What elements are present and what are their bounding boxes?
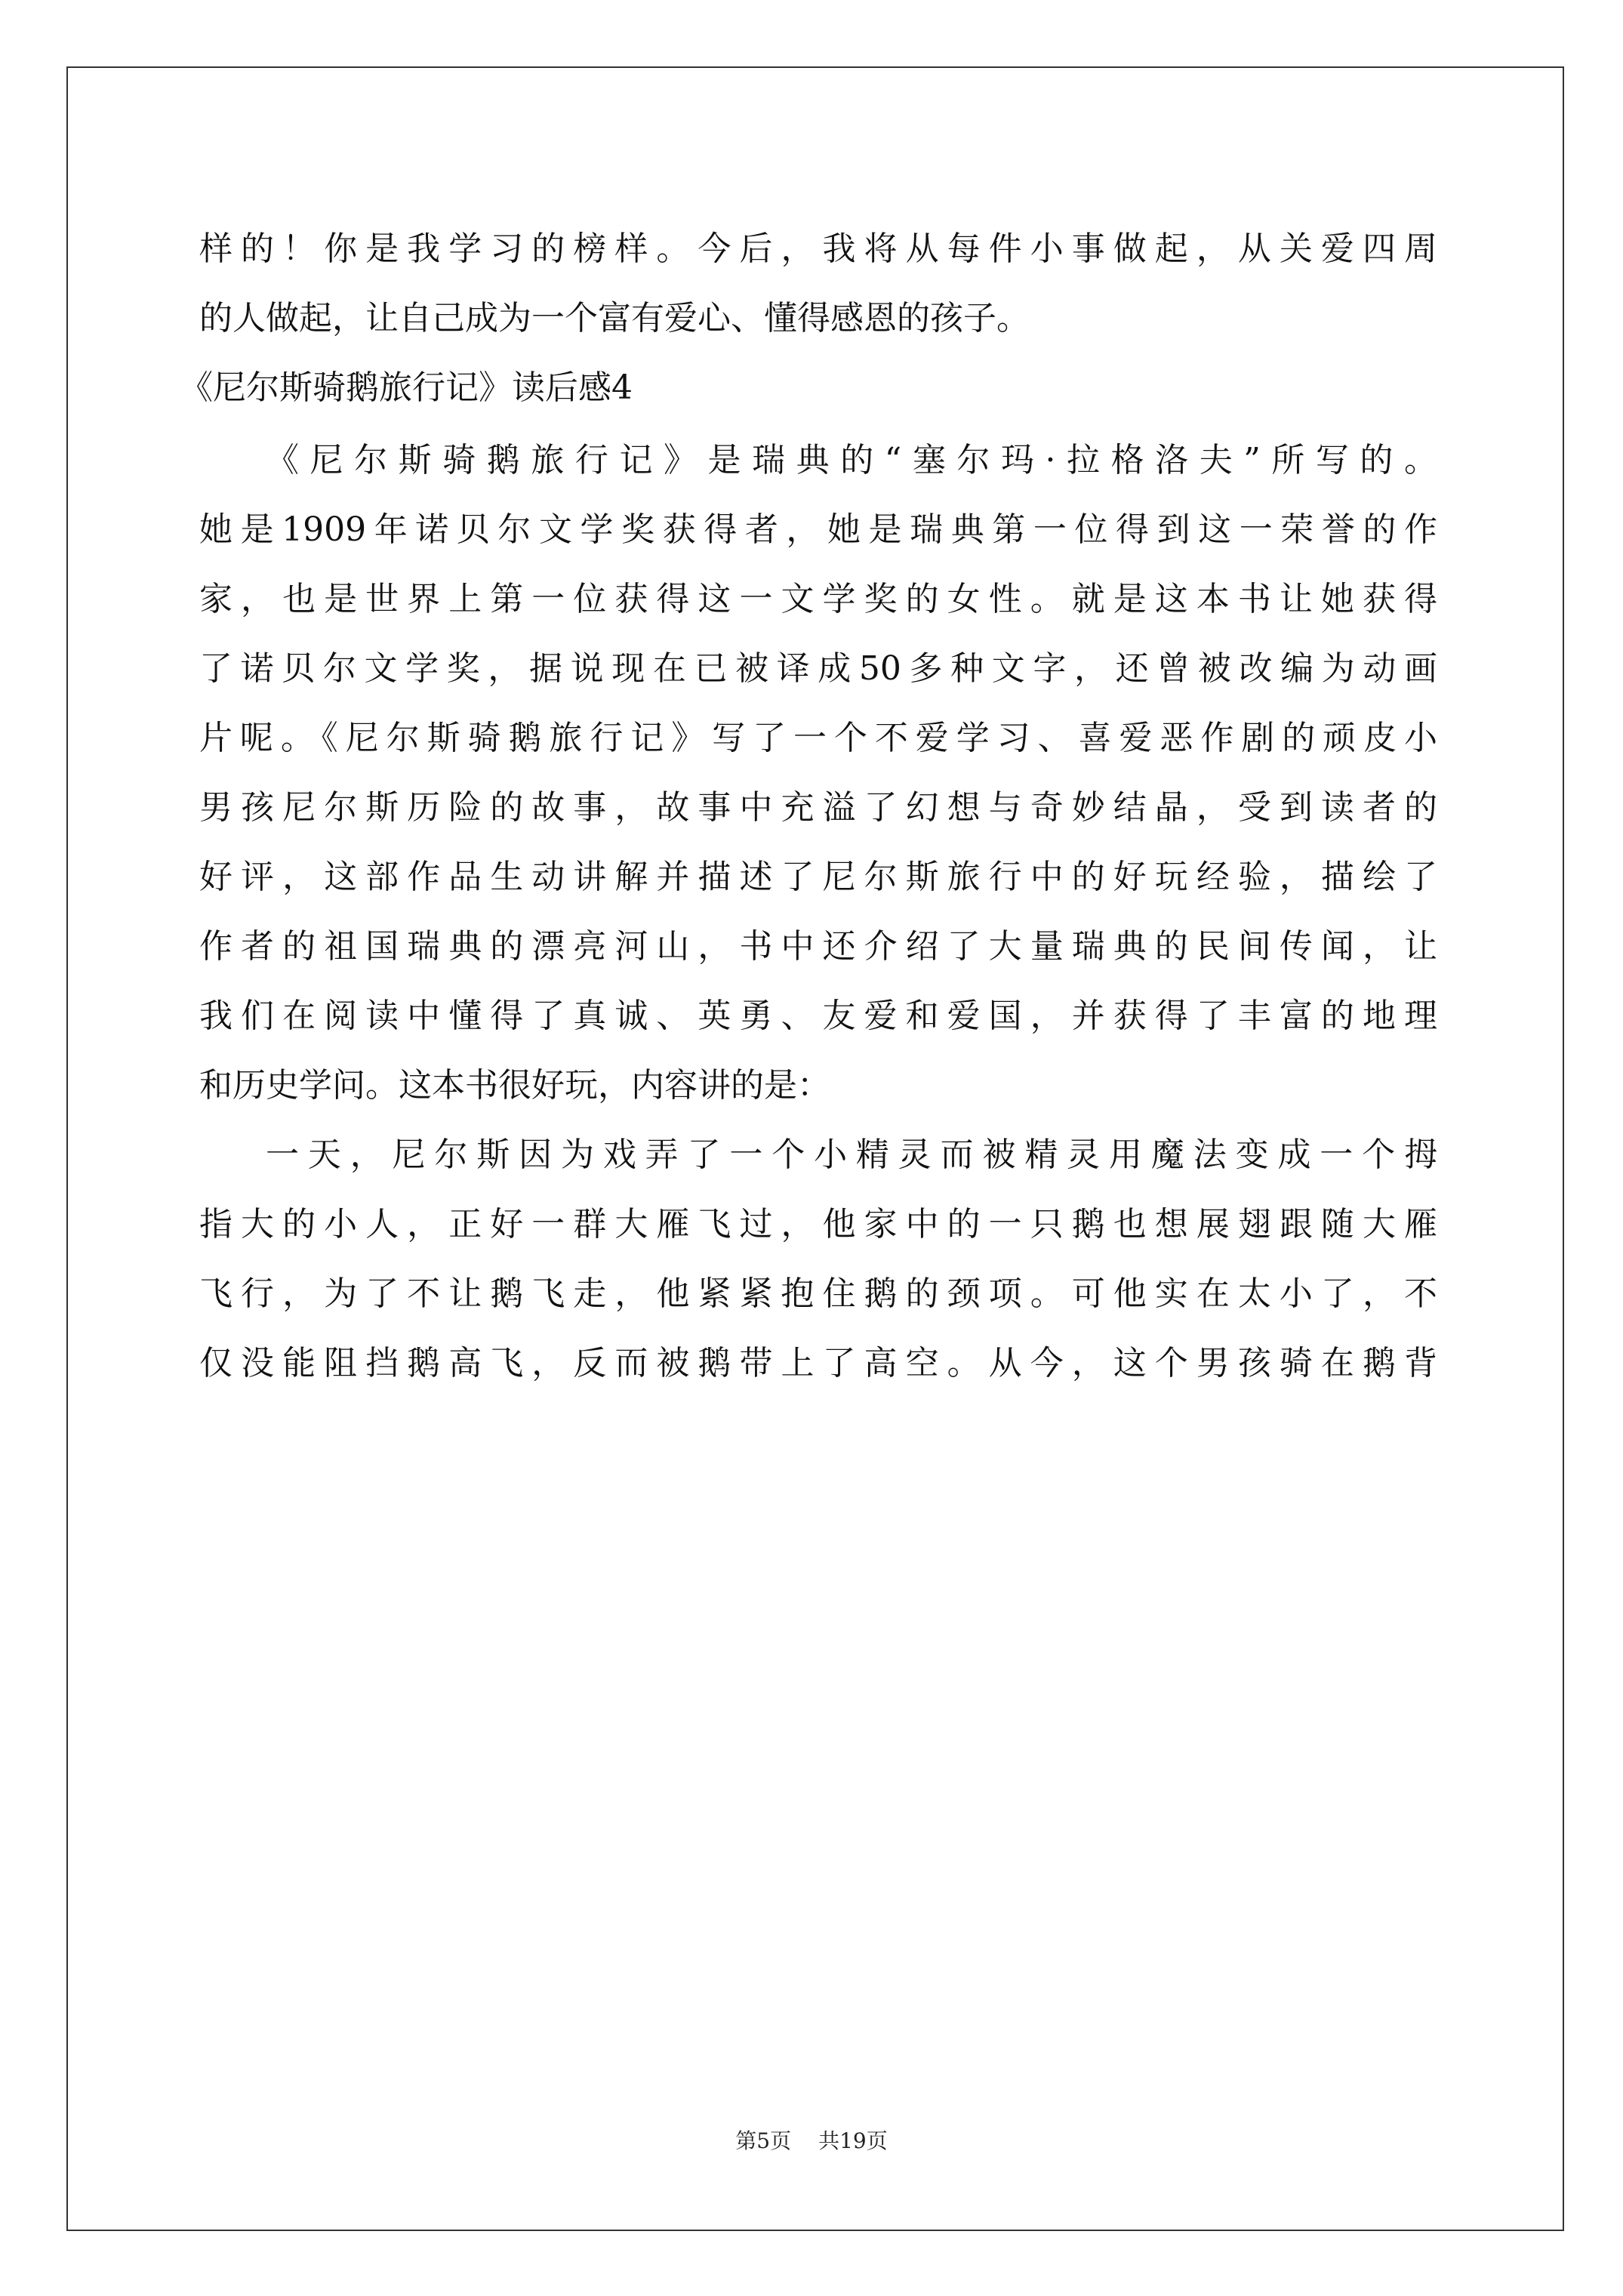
paragraph-line: 我们在阅读中懂得了真诚、英勇、友爱和爱国，并获得了丰富的地理 xyxy=(199,997,1437,1035)
paragraph-line: 家，也是世界上第一位获得这一文学奖的女性。就是这本书让她获得 xyxy=(199,580,1437,618)
paragraph-line: 仅没能阻挡鹅高飞，反而被鹅带上了高空。从今，这个男孩骑在鹅背 xyxy=(199,1344,1437,1382)
paragraph-line: 《尼尔斯骑鹅旅行记》是瑞典的“塞尔玛·拉格洛夫”所写的。 xyxy=(266,441,1437,479)
page-total: 共19页 xyxy=(818,2128,888,2153)
paragraph-line: 的人做起，让自己成为一个富有爱心、懂得感恩的孩子。 xyxy=(199,299,1030,337)
paragraph-line: 片呢。《尼尔斯骑鹅旅行记》写了一个不爱学习、喜爱恶作剧的顽皮小 xyxy=(199,719,1437,757)
paragraph-line: 和历史学问。这本书很好玩，内容讲的是： xyxy=(199,1066,830,1105)
paragraph-line: 了诺贝尔文学奖，据说现在已被译成50多种文字，还曾被改编为动画 xyxy=(199,649,1437,688)
page-footer xyxy=(0,2126,1623,2156)
paragraph-line: 她是1909年诺贝尔文学奖获得者，她是瑞典第一位得到这一荣誉的作 xyxy=(199,510,1437,549)
paragraph-line: 作者的祖国瑞典的漂亮河山，书中还介绍了大量瑞典的民间传闻，让 xyxy=(199,927,1437,966)
section-heading: 《尼尔斯骑鹅旅行记》读后感4 xyxy=(180,368,633,407)
paragraph-line: 飞行，为了不让鹅飞走，他紧紧抱住鹅的颈项。可他实在太小了，不 xyxy=(199,1274,1437,1313)
paragraph-line: 好评，这部作品生动讲解并描述了尼尔斯旅行中的好玩经验，描绘了 xyxy=(199,858,1437,896)
paragraph-line: 男孩尼尔斯历险的故事，故事中充溢了幻想与奇妙结晶，受到读者的 xyxy=(199,788,1437,827)
paragraph-line: 一天，尼尔斯因为戏弄了一个小精灵而被精灵用魔法变成一个拇 xyxy=(266,1136,1437,1174)
paragraph-line: 样的！你是我学习的榜样。今后，我将从每件小事做起，从关爱四周 xyxy=(199,230,1437,268)
paragraph-line: 指大的小人，正好一群大雁飞过，他家中的一只鹅也想展翅跟随大雁 xyxy=(199,1205,1437,1244)
page-number: 第5页 xyxy=(735,2128,792,2153)
